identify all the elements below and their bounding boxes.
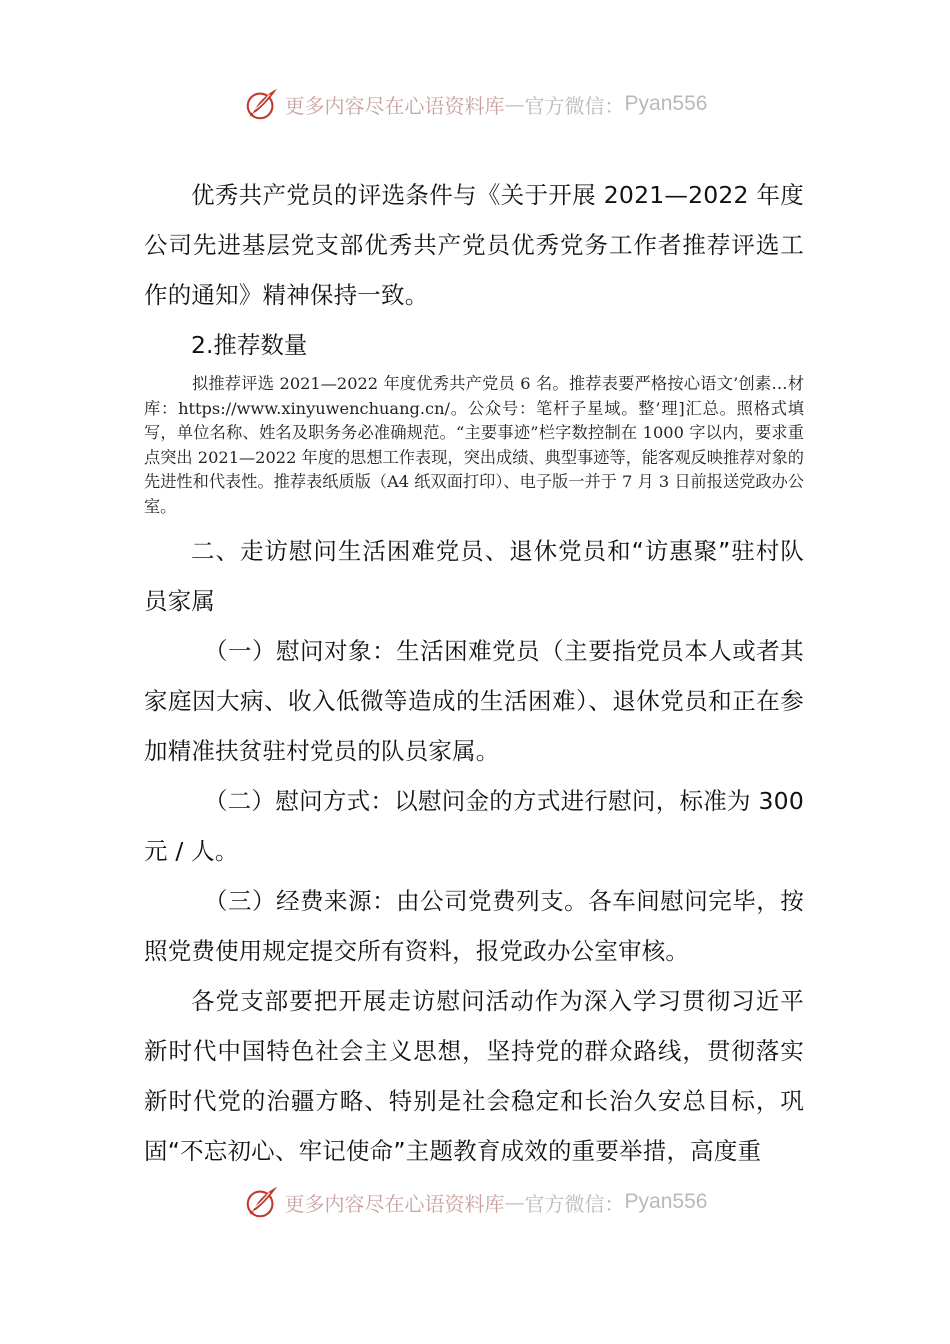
quill-logo-icon (243, 85, 281, 123)
footer-wechat-label: 官方微信： (524, 1191, 625, 1216)
heading-recommend-count: 2.推荐数量 (191, 331, 308, 359)
document-body (144, 170, 804, 1176)
paragraph-recommend-details: 拟推荐评选 2021—2022 年度优秀共产党员 6 名。推荐表要严格按心语文’创素…材库：https://www.xinyuwenchuang.cn/。公众号：笔杆子星域。整’理]汇总。照格式填写，单位名称、姓名及职务务必准确规范。“主要事迹”栏字数控制在 1000 字以内，要求重点突出 2021—2022 年度的思想工作表现，突出成绩、典型事迹等，能客观反映推荐对象的先进性和代表性。推荐表纸质版（A4 纸双面打印）、电子版一并于 7 月 3 日前报送党政办公室。 (144, 374, 804, 516)
item-visit-targets: （一）慰问对象：生活困难党员（主要指党员本人或者其家庭因大病、收入低微等造成的生活困难）、退休党员和正在参加精准扶贫驻村党员的队员家属。 (144, 636, 804, 765)
item-visit-method: （二）慰问方式：以慰问金的方式进行慰问，标准为 300 元 / 人。 (144, 786, 804, 865)
header-dash: — (504, 92, 525, 116)
header-wechat-label: 官方微信： (524, 93, 625, 118)
footer-dash: — (504, 1190, 525, 1214)
item-funding-source: （三）经费来源：由公司党费列支。各车间慰问完毕，按照党费使用规定提交所有资料，报党政办公室审核。 (144, 886, 804, 965)
section-heading-visits: 二、走访慰问生活困难党员、退休党员和“访惠聚”驻村队员家属 (144, 536, 804, 615)
header-brand-text: 更多内容尽在心语资料库 (284, 93, 505, 118)
footer-brand-text: 更多内容尽在心语资料库 (284, 1191, 505, 1216)
footer-wechat-id: Pyan556 (624, 1190, 708, 1213)
watermark-footer (0, 1182, 950, 1222)
quill-logo-icon (243, 1183, 281, 1221)
header-wechat-id: Pyan556 (624, 92, 708, 115)
paragraph-party-branches: 各党支部要把开展走访慰问活动作为深入学习贯彻习近平新时代中国特色社会主义思想，坚持党的群众路线，贯彻落实新时代党的治疆方略、特别是社会稳定和长治久安总目标，巩固“不忘初心、牢记使命”主题教育成效的重要举措，高度重 (144, 986, 804, 1165)
paragraph-selection-criteria: 优秀共产党员的评选条件与《关于开展 2021—2022 年度公司先进基层党支部优秀共产党员优秀党务工作者推荐评选工作的通知》精神保持一致。 (144, 181, 804, 309)
watermark-header (0, 84, 950, 124)
